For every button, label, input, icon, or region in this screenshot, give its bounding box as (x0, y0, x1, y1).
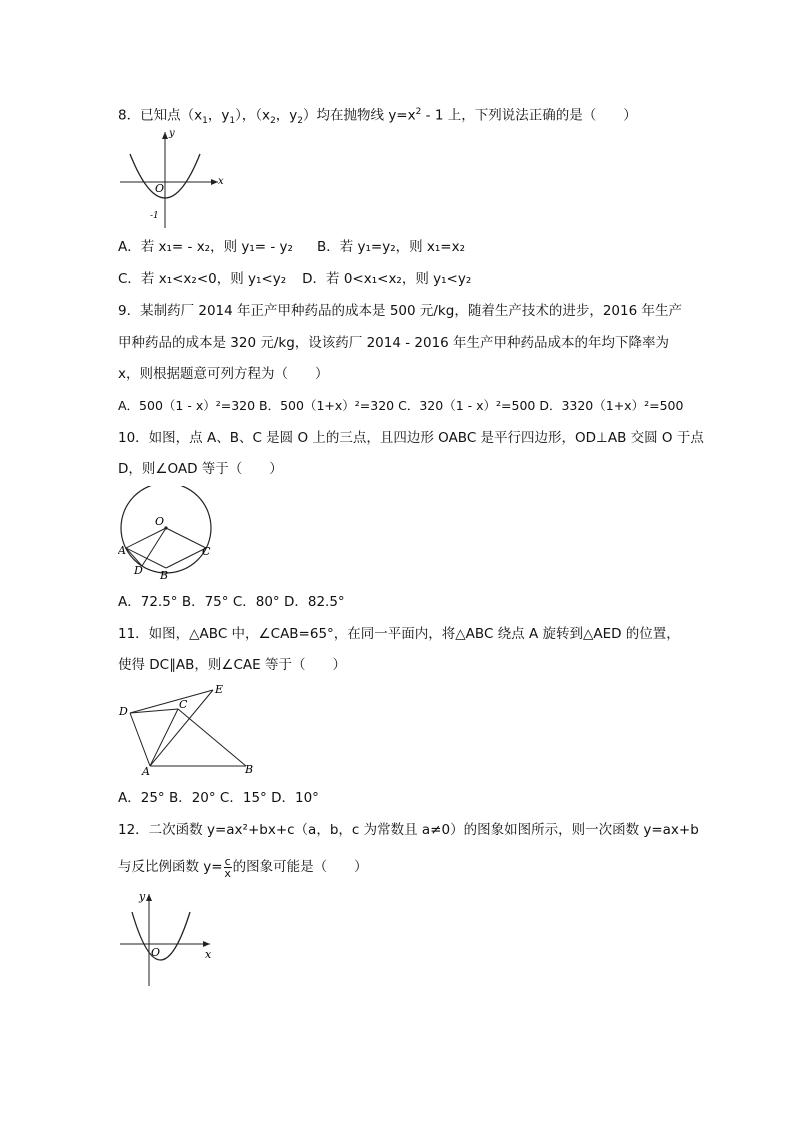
q10-a-label: A (118, 544, 126, 557)
q8-y-label: y (169, 128, 175, 139)
q8-options-row2 (118, 269, 471, 289)
q8-option-c[interactable]: C．若 x₁<x₂<0，则 y₁<y₂ (118, 271, 287, 287)
q8-option-a[interactable]: A．若 x₁= - x₂，则 y₁= - y₂ (118, 239, 293, 255)
q12-x-label: x (205, 948, 212, 961)
q9-line2: 甲种药品的成本是 320 元/kg，设该药厂 2014 - 2016 年生产甲种药品成本的年均下降率为 (118, 335, 670, 351)
q12-parabola-figure (118, 888, 223, 988)
q11-options[interactable]: A．25° B．20° C．15° D．10° (118, 790, 319, 806)
q8-option-d[interactable]: D．若 0<x₁<x₂，则 y₁<y₂ (302, 271, 472, 287)
q10-d-label: D (134, 564, 143, 577)
q11-triangle-figure (118, 682, 260, 776)
q11-d-label: D (119, 705, 128, 718)
q12-line2: 与反比例函数 y= $\frac{c}{x}$ 的图象可能是（ ） (118, 854, 368, 880)
q8-option-b[interactable]: B．若 y₁=y₂，则 x₁=x₂ (316, 239, 466, 255)
q12-origin-label: O (151, 946, 161, 959)
q12-line1: 12．二次函数 y=ax²+bx+c（a，b，c 为常数且 a≠0）的图象如图所示，则一次函数 y=ax+b (118, 822, 699, 838)
q8-origin-label: O (155, 182, 165, 195)
q8-parabola-figure (118, 124, 228, 232)
q10-line2: D，则∠OAD 等于（ ） (118, 461, 283, 477)
q11-b-label: B (245, 763, 254, 776)
q11-e-label: E (215, 683, 224, 696)
q8-options-row1 (118, 237, 465, 257)
q8-x-label: x (218, 176, 224, 187)
q10-o-label: O (155, 515, 165, 528)
q10-line1: 10．如图，点 A、B、C 是圆 O 上的三点，且四边形 OABC 是平行四边形，OD⊥AB 交圆 O 于点 (118, 430, 704, 446)
q11-line2: 使得 DC∥AB，则∠CAE 等于（ ） (118, 657, 346, 673)
q8-stem: 8．已知点（$x_1$，$y_1$），（$x_2$，$y_2$）均在抛物线 $y=x^2 - 1$ 上，下列说法正确的是（ ） (118, 107, 637, 127)
q8-minus1-label: -1 (150, 211, 159, 221)
q11-c-label: C (179, 698, 188, 711)
q11-line1: 11．如图，△ABC 中，∠CAB=65°，在同一平面内，将△ABC 绕点 A 旋转到△AED 的位置， (118, 626, 680, 642)
q9-line3: x，则根据题意可列方程为（ ） (118, 366, 329, 382)
q10-c-label: C (202, 545, 211, 558)
q9-options[interactable]: A．500（1 - x）²=320 B．500（1+x）²=320 C．320（1 - x）²=500 D．3320（1+x）²=500 (118, 398, 684, 413)
q11-a-label: A (142, 765, 150, 776)
q10-circle-figure (118, 486, 218, 582)
q9-line1: 9．某制药厂 2014 年正产甲种药品的成本是 500 元/kg，随着生产技术的进步，2016 年生产 (118, 303, 682, 319)
q10-b-label: B (160, 569, 169, 582)
q12-y-label: y (139, 890, 146, 903)
q12-fraction: $\frac{c}{x}$ (224, 854, 231, 880)
q10-options[interactable]: A．72.5° B．75° C．80° D．82.5° (118, 594, 345, 610)
